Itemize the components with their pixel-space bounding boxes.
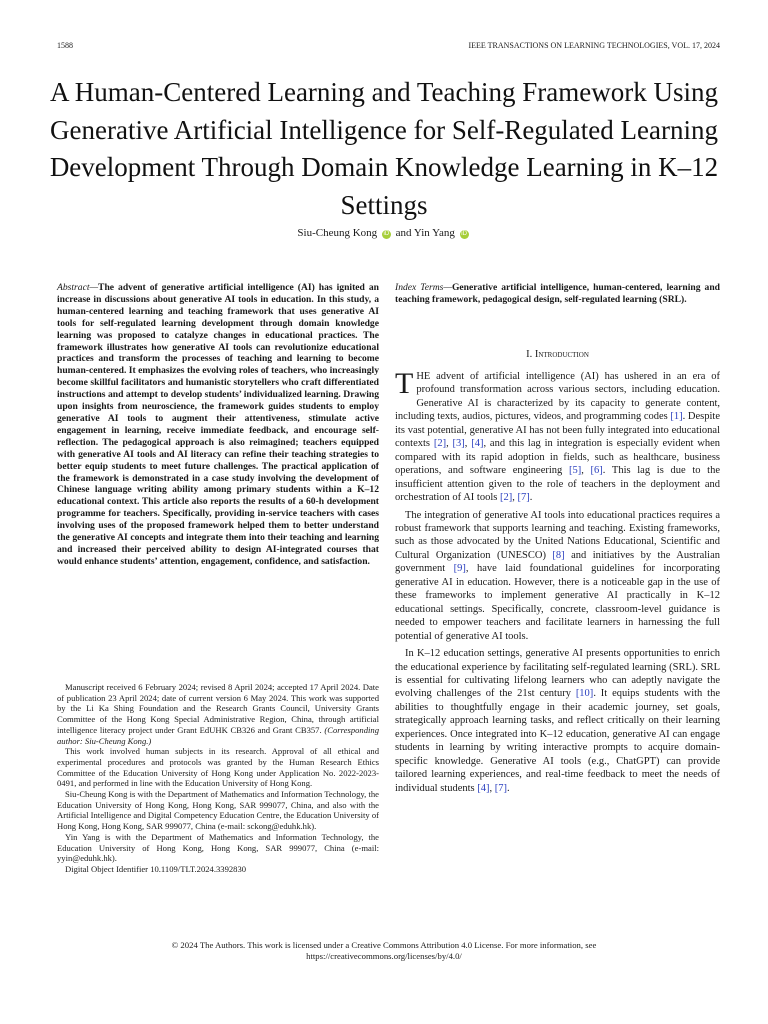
section-number: I.: [526, 349, 533, 360]
citation-link[interactable]: [1]: [670, 411, 683, 423]
index-terms-text: Generative artificial intelligence, human-centered, learning and teaching framework, pedagogical design, self-regulated learning (SRL).: [395, 282, 721, 305]
author-line: [0, 227, 768, 239]
citation-link[interactable]: [2]: [499, 492, 513, 504]
paragraph-text: HE advent of artificial intelligence (AI) has ushered in an era of profound transformation across various sectors, including education. Generative AI is characterized by its capacity to generate content, including texts, audios, pictures, videos, and programming codes: [395, 371, 720, 423]
paragraph: [395, 647, 720, 795]
index-terms: [395, 282, 720, 306]
footnote-affiliation-1: Siu-Cheung Kong is with the Department of Mathematics and Information Technology, the Education University of Hong Kong, Hong Kong, SAR 999077, China, and also with the Artificial Intelligence and Digital Competency Education Centre, the Education University of Hong Kong, Hong Kong, SAR 999077, China (e-mail: sckong@eduhk.hk).: [57, 789, 379, 832]
section-title: Introduction: [534, 349, 589, 360]
citation-link[interactable]: [9]: [453, 563, 466, 575]
citation-link[interactable]: [4]: [471, 438, 484, 450]
paragraph-text: ,: [581, 465, 591, 477]
paragraph-text: ,: [464, 438, 472, 450]
footnotes: [57, 682, 379, 875]
citation-link[interactable]: [2]: [433, 438, 447, 450]
footnote-manuscript: [57, 682, 379, 746]
abstract: [57, 282, 379, 568]
paragraph: [395, 367, 720, 505]
citation-link[interactable]: [5]: [568, 465, 582, 477]
body-text: [395, 367, 720, 799]
abstract-text: The advent of generative artificial intelligence (AI) has ignited an increase in discussions about generative AI tools in education. In this study, a human-centered learning and teaching framework that uses generative AI tools for self-regulated learning development through domain knowledge learning was proposed to catalyze changes in educational practices. The framework illustrates how generative AI tools can revolutionize educational practices and transform the processes of teaching and learning to become human-centered. It emphasizes the evolving roles of teachers, who increasingly become skillful facilitators and humanistic storytellers who craft differentiated instructions and attempt to develop students’ individualized learning. Drawing upon insights from neuroscience, the framework guides students to employ generative AI tools to augment their attentiveness, stimulate active engagement in learning, receive immediate feedback, and encourage self-reflection. The pedagogical approach is also reimagined; teachers equipped with generative AI tools and AI literacy can refine their teaching strategies to better equip students to meet future challenges. The practical application of the framework is demonstrated in a case study involving the development of Chinese language writing ability among primary students within a K–12 educational context. This article also reports the results of a 60-h development programme for teachers. Specifically, providing in-service teachers with cases involving uses of the proposed framework helped them to better understand the generative AI concepts and integrate them into their teaching and learning and increased their perceived ability to design AI-integrated courses that would enhance students’ attention, engagement, confidence, and satisfaction.: [57, 282, 379, 567]
abstract-label: Abstract—: [57, 282, 99, 293]
paragraph-text: , have laid foundational guidelines for incorporating generative AI in education. However, there is a noticeable gap in the use of these frameworks to implement generative AI practically in K–12 educational settings. Specifically, concrete, classroom-level guidance is needed to empower teachers and facilitate learners in harnessing the full potential of generative AI tools.: [395, 563, 720, 642]
author-name: Siu-Cheung Kong: [297, 227, 378, 239]
orcid-icon[interactable]: iD: [461, 231, 467, 237]
paragraph-text: .: [507, 782, 510, 794]
copyright-text: © 2024 The Authors. This work is licensed under a Creative Commons Attribution 4.0 License. For more information, see: [171, 940, 597, 950]
paragraph-text: and initiatives by the Australian government: [395, 549, 720, 575]
paper-title: A Human-Centered Learning and Teaching Framework Using Generative Artificial Intelligence for Self-Regulated Learning Development Through Domain Knowledge Learning in K–12 Settings: [49, 77, 719, 220]
paragraph-text: ,: [489, 782, 495, 794]
paragraph-text: . Despite its vast potential, generative AI has not been fully integrated into educational contexts: [395, 411, 720, 450]
paragraph-text: . It equips students with the abilities to thoughtfully engage in their academic journey, set goals, strategically approach learning tasks, and reflect critically on their learning experiences. Once integrated into K–12 education, generative AI can engage students in learning by writing interactive prompts to acquire domain-specific knowledge. Generative AI tools (e.g., ChatGPT) can provide tailored learning experiences, and real-time feedback to meet the needs of individual students: [395, 688, 720, 794]
paragraph-text: ,: [446, 438, 453, 450]
citation-link[interactable]: [3]: [452, 438, 465, 450]
orcid-icon[interactable]: iD: [383, 231, 390, 237]
citation-link[interactable]: [6]: [590, 465, 603, 477]
author-name: Yin Yang: [413, 227, 455, 239]
citation-link[interactable]: [7]: [494, 782, 507, 794]
citation-link[interactable]: [10]: [575, 688, 594, 700]
citation-link[interactable]: [8]: [552, 549, 565, 561]
running-header: [57, 41, 720, 53]
footnote-ethics: This work involved human subjects in its research. Approval of all ethical and experimental procedures and protocols was granted by the Human Research Ethics Committee of the Education University of Hong Kong under Application No. 2022-2023-0491, and performed in line with the Education University of Hong Kong.: [57, 746, 379, 789]
paragraph-text: .: [529, 492, 533, 504]
paragraph: [395, 509, 720, 644]
copyright-notice: [90, 940, 678, 962]
paragraph-text: , and this lag in integration is especially evident when compared with its rapid adoption in fields, such as healthcare, business operations, and software engineering: [395, 438, 720, 477]
paragraph-text: . This lag is due to the insufficient attention given to the role of teachers in the deployment and orchestration of AI tools: [395, 465, 720, 504]
license-link[interactable]: https://creativecommons.org/licenses/by/4.0/: [306, 951, 462, 961]
drop-cap: T: [395, 367, 414, 400]
citation-link[interactable]: [4]: [477, 782, 490, 794]
footnote-affiliation-2: Yin Yang is with the Department of Mathematics and Information Technology, the Education University of Hong Kong, Hong Kong, SAR 999077, China (e-mail: yyin@eduhk.hk).: [57, 831, 379, 864]
footnote-doi: Digital Object Identifier 10.1109/TLT.2024.3392830: [65, 863, 247, 874]
paragraph-text: In K–12 education settings, generative AI presents opportunities to enrich the educational experience by facilitating self-regulated learning (SRL). SRL is essential for cultivating lifelong learners who can adeptly navigate the evolving challenges of the 21st century: [395, 648, 720, 700]
author-connector: and: [395, 227, 412, 239]
paragraph-text: ,: [512, 492, 518, 504]
journal-name: IEEE TRANSACTIONS ON LEARNING TECHNOLOGIES, VOL. 17, 2024: [468, 41, 720, 50]
page-number: 1588: [57, 41, 73, 50]
section-heading: [395, 349, 720, 360]
index-terms-label: Index Terms—: [395, 282, 452, 293]
paragraph-text: The integration of generative AI tools into educational practices requires a robust framework that supports learning and teaching. Existing frameworks, such as those advocated by the United Nations Educational, Scientific and Cultural Organization (UNESCO): [395, 509, 720, 561]
footnote-text: Manuscript received 6 February 2024; revised 8 April 2024; accepted 17 April 2024. Date of publication 23 April 2024; date of current version 6 May 2024. This work was supported by the Li Ka Shing Foundation and the Research Grants Council, University Grants Committee of the Hong Kong Special Administrative Region, China, through artificial intelligence literacy project under Grant EdUHK CB326 and Grant CB357.: [57, 682, 379, 735]
corresponding-author: (Corresponding author: Siu-Cheung Kong.): [57, 724, 379, 746]
citation-link[interactable]: [7]: [517, 492, 530, 504]
